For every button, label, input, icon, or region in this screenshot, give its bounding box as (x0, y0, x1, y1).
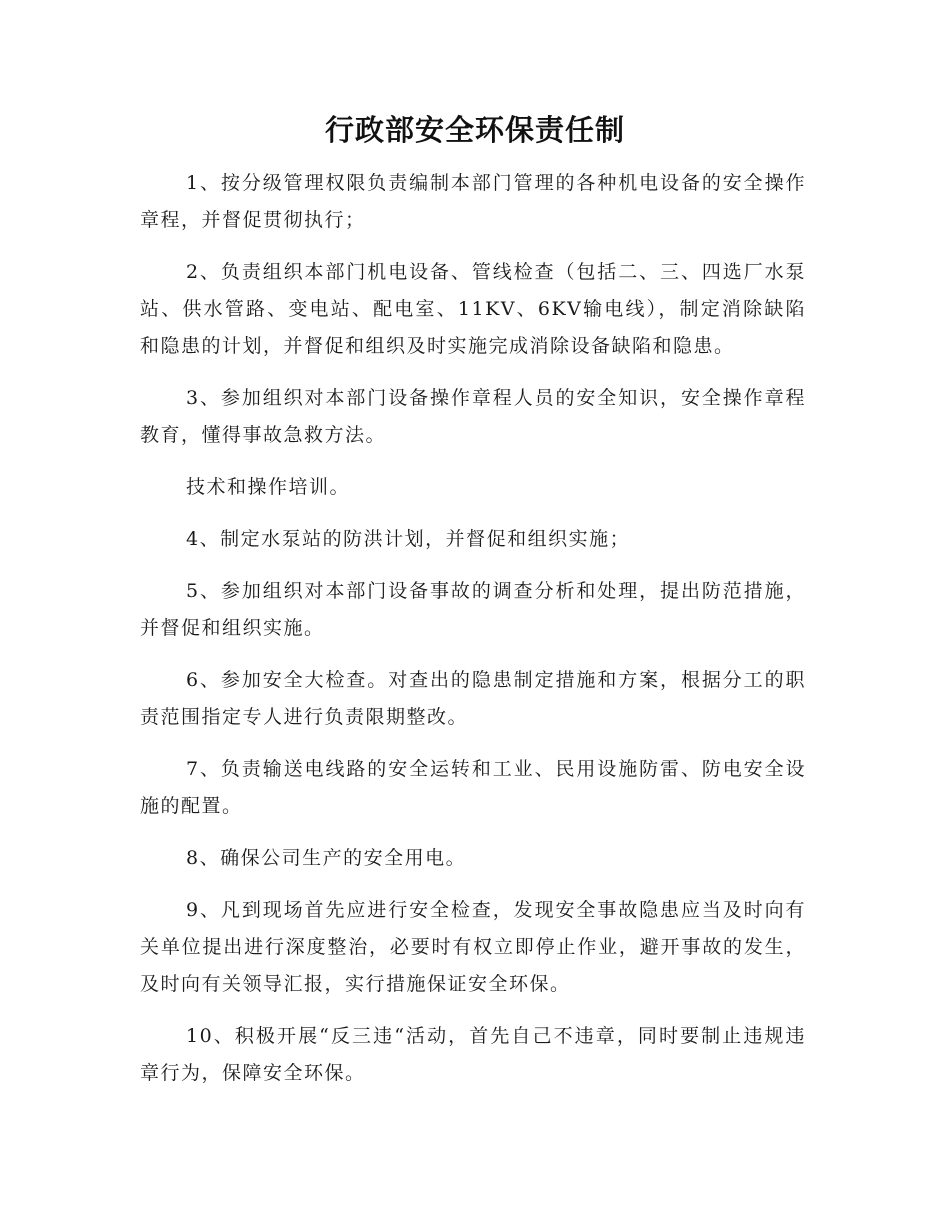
paragraph-10: 10、积极开展“反三违“活动，首先自己不违章，同时要制止违规违章行为，保障安全环保。 (140, 1025, 806, 1084)
paragraph-training: 技术和操作培训。 (186, 476, 351, 498)
document-body (140, 165, 806, 1107)
paragraph-2: 2、负责组织本部门机电设备、管线检查（包括二、三、四选厂水泵站、供水管路、变电站、配电室、11KV、6KV输电线），制定消除缺陷和隐患的计划，并督促和组织及时实施完成消除设备缺陷和隐患。 (140, 261, 806, 357)
paragraph-9: 9、凡到现场首先应进行安全检查，发现安全事故隐患应当及时向有关单位提出进行深度整治，必要时有权立即停止作业，避开事故的发生，及时向有关领导汇报，实行措施保证安全环保。 (140, 899, 806, 995)
paragraph-5: 5、参加组织对本部门设备事故的调查分析和处理，提出防范措施，并督促和组织实施。 (140, 580, 806, 639)
paragraph-7: 7、负责输送电线路的安全运转和工业、民用设施防雷、防电安全设施的配置。 (140, 758, 806, 817)
paragraph-6: 6、参加安全大检查。对查出的隐患制定措施和方案，根据分工的职责范围指定专人进行负责限期整改。 (140, 669, 806, 728)
paragraph-3: 3、参加组织对本部门设备操作章程人员的安全知识，安全操作章程教育，懂得事故急救方法。 (140, 387, 806, 446)
paragraph-8: 8、确保公司生产的安全用电。 (186, 847, 467, 869)
document-title: 行政部安全环保责任制 (324, 113, 625, 147)
paragraph-1: 1、按分级管理权限负责编制本部门管理的各种机电设备的安全操作章程，并督促贯彻执行； (140, 172, 806, 231)
paragraph-4: 4、制定水泵站的防洪计划，并督促和组织实施； (186, 528, 631, 550)
